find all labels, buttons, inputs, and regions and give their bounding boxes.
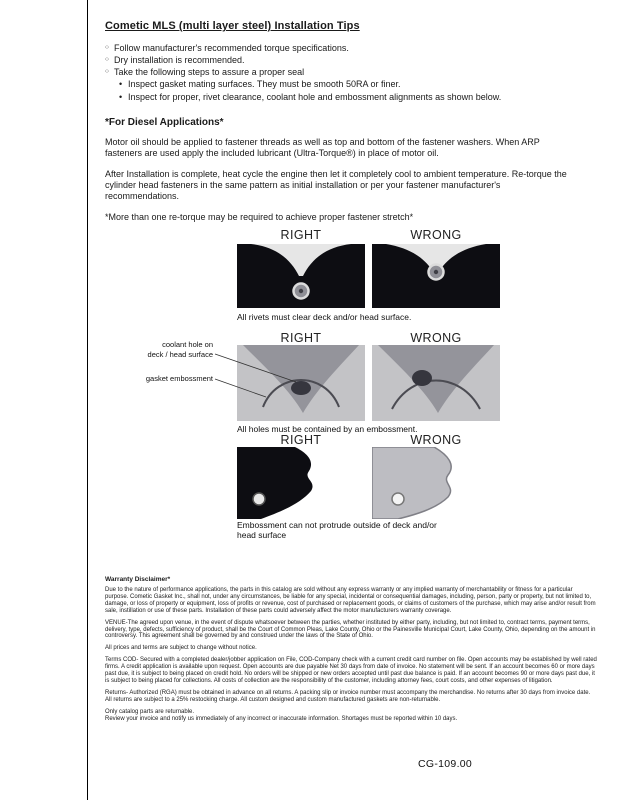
bullet-circle-icon: ○ [105, 56, 109, 63]
warranty-paragraph: Only catalog parts are returnable. [105, 708, 195, 715]
right-label: RIGHT [280, 433, 322, 447]
warranty-paragraph: VENUE-The agreed upon venue, in the event of dispute whatsoever between the parties, whether instituted by either party, including, but not limited to, contract terms, payment terms, delivery, type, defects, sufficiency of product, shall be the Court of Common Pleas, Lake County, Ohio or the Painesville Municipal Court, Lake County, Ohio, depending on the amount in controversy. This agreement shall be governed by and construed under the laws of the State of Ohio. [105, 619, 596, 640]
page-title: Cometic MLS (multi layer steel) Installation Tips [105, 20, 360, 32]
warranty-paragraph: Review your invoice and notify us immediately of any incorrect or inaccurate information. Shortages must be reported within 10 days. [105, 715, 458, 722]
callout-text: coolant hole on [162, 340, 213, 349]
rivet-right-diagram-image [237, 244, 365, 308]
embossment-wrong-diagram-image [372, 345, 500, 421]
bullet-text: Take the following steps to assure a proper seal [114, 67, 305, 77]
gasket-embossment-callout [116, 374, 213, 384]
diesel-paragraph: After Installation is complete, heat cycle the engine then let it completely cool to ambient temperature. Re-torque the cylinder head fasteners in the same pattern as initial installation or per your fastener manufacturer's recommendations. [105, 169, 567, 201]
wrong-label: WRONG [410, 228, 462, 242]
bullet-text: Inspect gasket mating surfaces. They must be smooth 50RA or finer. [128, 79, 401, 89]
warranty-paragraph: All prices and terms are subject to change without notice. [105, 645, 257, 652]
diesel-applications-heading: *For Diesel Applications* [105, 117, 224, 128]
bullet-text: Dry installation is recommended. [114, 55, 245, 65]
list-item [105, 54, 583, 66]
coolant-hole-callout [116, 340, 213, 359]
diesel-paragraph: Motor oil should be applied to fastener threads as well as top and bottom of the fastener washers. When ARP fasteners are used apply the included lubricant (Ultra-Torque®) in place of motor oil. [105, 137, 540, 158]
warranty-paragraph: Due to the nature of performance applications, the parts in this catalog are sold without any express warranty or any implied warranty of merchantability or fitness for a particular purpose. Cometic Gasket Inc., shall not, under any circumstances, be liable for any special, incidental or consequential damages, including, person, party or property, but not limited to, damage, or loss of property or equipment, loss of profits or revenue, cost of purchased or replacement goods, or claims of customers of the purchase, which may arise and/or result from sale, instillation or use of these parts. Installation of these parts could adversely affect the motor manufacturers warranty coverage. [105, 587, 596, 614]
diagram-caption: All holes must be contained by an embossment. [237, 424, 418, 434]
rivet-wrong-diagram-image [372, 244, 500, 308]
wrong-label: WRONG [410, 433, 462, 447]
list-item [105, 42, 583, 54]
wrong-label: WRONG [410, 331, 462, 345]
diagram-section [0, 228, 618, 550]
diagram-caption: Embossment can not protrude outside of deck and/or head surface [237, 520, 437, 540]
protrusion-right-diagram-image [237, 447, 365, 519]
warranty-paragraph: Terms COD- Secured with a completed dealer/jobber application on File, COD-Company check with a current credit card number on file. Open accounts may be established by well rated firms. A credit application is available upon request. Open accounts are due payable Net 30 days from date of invoice. No statement will be sent. If an account becomes 60 or more days past due, it is subject to being placed on credit hold. No orders will be shipped or new orders accepted until past due balance is paid. If an account becomes 90 or more days past due, it is subject to being placed for collections. All costs of collection are the responsibility of the customer, including attorney fees, court costs, and other expenses of litigation. [105, 657, 597, 684]
retorque-note: *More than one re-torque may be required to achieve proper fastener stretch* [105, 212, 414, 222]
list-item [119, 91, 583, 104]
list-item [119, 78, 583, 91]
bullet-text: Inspect for proper, rivet clearance, coolant hole and embossment alignments as shown below. [128, 92, 502, 102]
right-label: RIGHT [280, 331, 322, 345]
bullet-dot-icon: • [119, 92, 123, 102]
bullet-text: Follow manufacturer's recommended torque specifications. [114, 43, 349, 53]
document-number: CG-109.00 [418, 758, 473, 770]
warranty-heading: Warranty Disclaimer* [105, 576, 171, 583]
warranty-paragraph: Returns- Authorized (RGA) must be obtained in advance on all returns. A packing slip or invoice number must accompany the merchandise. No returns after 30 days from invoice date. All returns are subject to a 25% restocking charge. All custom designed and custom manufactured gaskets are non-returnable. [105, 689, 591, 703]
bullet-circle-icon: ○ [105, 44, 109, 51]
list-item [105, 66, 583, 78]
main-text-block [105, 20, 583, 223]
callout-text: deck / head surface [147, 349, 213, 359]
bullet-circle-icon: ○ [105, 68, 109, 75]
warranty-disclaimer-section [105, 576, 597, 723]
protrusion-wrong-diagram-image [372, 447, 500, 519]
diagram-caption: All rivets must clear deck and/or head surface. [237, 312, 412, 322]
bullet-dot-icon: • [119, 79, 123, 89]
right-label: RIGHT [280, 228, 322, 242]
embossment-right-diagram-image [237, 345, 365, 421]
callout-text: gasket embossment [145, 374, 213, 383]
